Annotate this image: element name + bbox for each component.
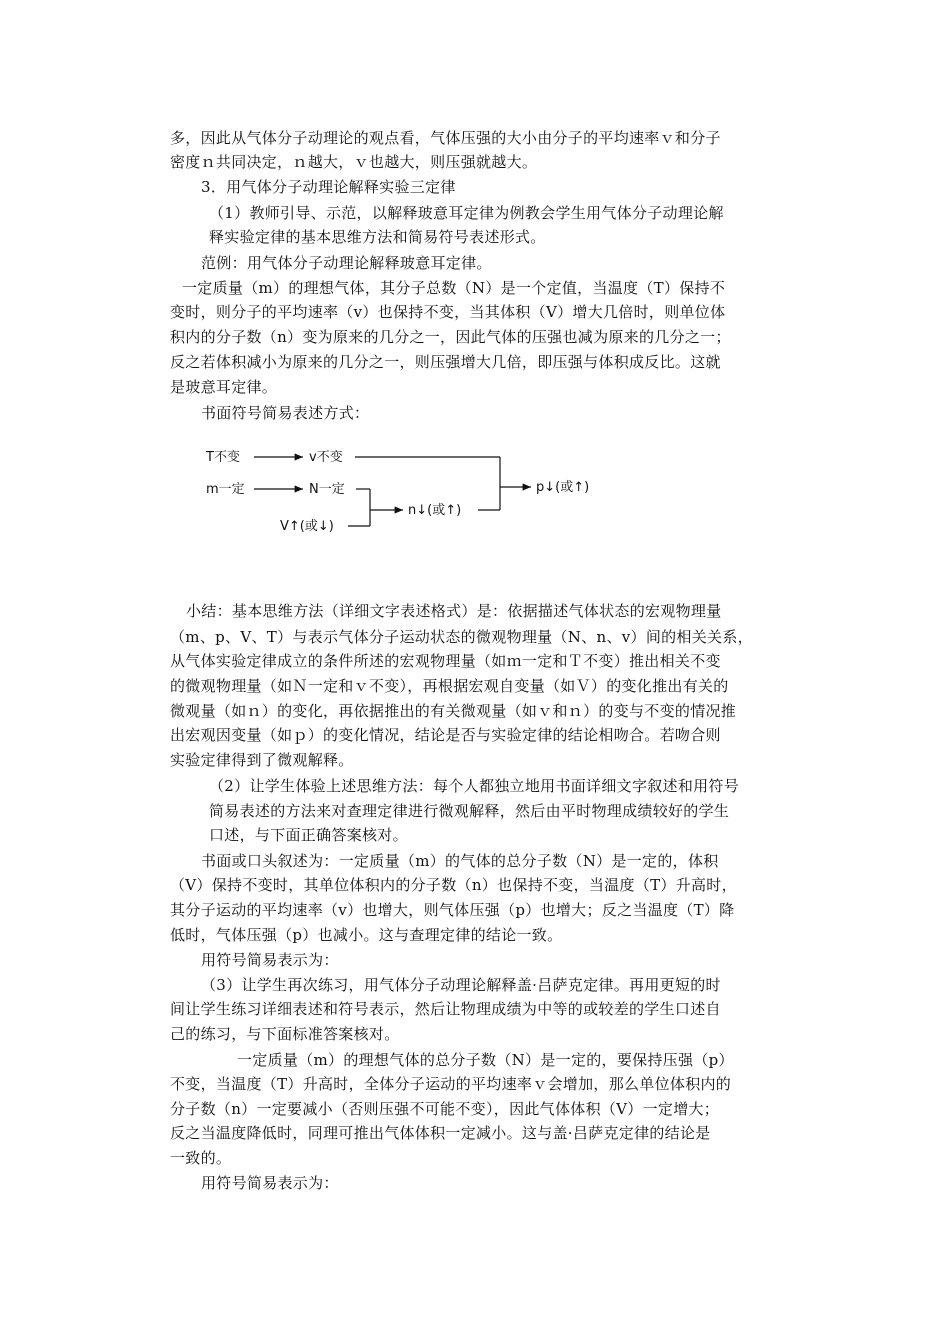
text-line: 的微观物理量（如Ｎ一定和ｖ不变），再根据宏观自变量（如Ｖ）的变化推出有关的 bbox=[170, 677, 729, 695]
text-line: 低时，气体压强（p）也减小。这与查理定律的结论一致。 bbox=[170, 926, 563, 944]
text-line: 反之当温度降低时，同理可推出气体体积一定减小。这与盖·吕萨克定律的结论是 bbox=[170, 1124, 711, 1142]
text-line: 一定质量（m）的理想气体的总分子数（N）是一定的，要保持压强（p） bbox=[237, 1051, 734, 1069]
text-line: 一致的。 bbox=[170, 1149, 232, 1167]
text-line: 范例：用气体分子动理论解释玻意耳定律。 bbox=[201, 254, 492, 272]
text-line: 不变，当温度（T）升高时，全体分子运动的平均速率ｖ会增加，那么单位体积内的 bbox=[170, 1075, 732, 1093]
text-line: （m、p、V、T）与表示气体分子运动状态的微观物理量（N、n、v）间的相关关系， bbox=[170, 628, 753, 646]
v-const-label: v不变 bbox=[309, 450, 343, 465]
text-line: 微观量（如ｎ）的变化，再依据推出的有关微观量（如ｖ和ｎ）的变与不变的情况推 bbox=[170, 702, 737, 720]
text-line: 间让学生练习详细表述和符号表示，然后让物理成绩为中等的或较差的学生口述自 bbox=[170, 1000, 721, 1018]
text-line: （V）保持不变时，其单位体积内的分子数（n）也保持不变，当温度（T）升高时， bbox=[170, 876, 737, 894]
n-density-label: n↓(或↑) bbox=[408, 503, 462, 518]
m-const-label: m一定 bbox=[206, 482, 245, 497]
text-line: 用符号简易表示为： bbox=[201, 1174, 339, 1192]
text-line: 简易表述的方法来对查理定律进行微观解释，然后由平时物理成绩较好的学生 bbox=[209, 802, 730, 820]
text-line: （2）让学生体验上述思维方法：每个人都独立地用书面详细文字叙述和用符号 bbox=[209, 777, 740, 795]
text-line: 其分子运动的平均速率（v）也增大，则气体压强（p）也增大；反之当温度（T）降 bbox=[170, 901, 735, 919]
text-line: 出宏观因变量（如ｐ）的变化情况，结论是否与实验定律的结论相吻合。若吻合则 bbox=[170, 726, 721, 744]
p-result-label: p↓(或↑) bbox=[536, 480, 590, 495]
text-line: 是玻意耳定律。 bbox=[170, 378, 278, 396]
text-line: 从气体实验定律成立的条件所述的宏观物理量（如ｍ一定和Ｔ不变）推出相关不变 bbox=[170, 652, 721, 670]
n-total-const-label: N一定 bbox=[309, 482, 345, 497]
text-line: 一定质量（m）的理想气体，其分子总数（N）是一个定值，当温度（T）保持不 bbox=[182, 279, 726, 297]
text-line: （3）让学生再次练习，用气体分子动理论解释盖·吕萨克定律。再用更短的时 bbox=[201, 976, 721, 994]
volume-change-label: V↑(或↓) bbox=[280, 519, 334, 534]
text-line: 己的练习，与下面标准答案核对。 bbox=[170, 1025, 400, 1043]
text-line: 多，因此从气体分子动理论的观点看，气体压强的大小由分子的平均速率ｖ和分子 bbox=[170, 129, 721, 147]
symbol-flow-diagram bbox=[200, 440, 620, 550]
text-line: 书面或口头叙述为：一定质量（m）的气体的总分子数（N）是一定的，体积 bbox=[201, 852, 719, 870]
text-line: 反之若体积减小为原来的几分之一，则压强增大几倍，即压强与体积成反比。这就 bbox=[170, 353, 721, 371]
section-heading: 3．用气体分子动理论解释实验三定律 bbox=[201, 178, 456, 196]
text-line: 积内的分子数（n）变为原来的几分之一，因此气体的压强也减为原来的几分之一； bbox=[170, 328, 731, 346]
text-line: 口述，与下面正确答案核对。 bbox=[209, 826, 408, 844]
text-line: 密度ｎ共同决定，ｎ越大，ｖ也越大，则压强就越大。 bbox=[170, 153, 538, 171]
text-line: 用符号简易表示为： bbox=[201, 951, 339, 969]
text-line: 书面符号简易表述方式： bbox=[201, 404, 370, 422]
text-line: （1）教师引导、示范，以解释玻意耳定律为例教会学生用气体分子动理论解 bbox=[209, 204, 724, 222]
text-line: 实验定律得到了微观解释。 bbox=[170, 751, 354, 769]
text-line: 变时，则分子的平均速率（v）也保持不变，当其体积（V）增大几倍时，则单位体 bbox=[170, 303, 726, 321]
t-const-label: T不变 bbox=[206, 450, 240, 465]
text-line: 释实验定律的基本思维方法和简易符号表述形式。 bbox=[209, 228, 546, 246]
text-line: 小结：基本思维方法（详细文字表述格式）是：依据描述气体状态的宏观物理量 bbox=[186, 602, 722, 620]
text-line: 分子数（n）一定要减小（否则压强不可能不变），因此气体体积（V）一定增大； bbox=[170, 1100, 720, 1118]
